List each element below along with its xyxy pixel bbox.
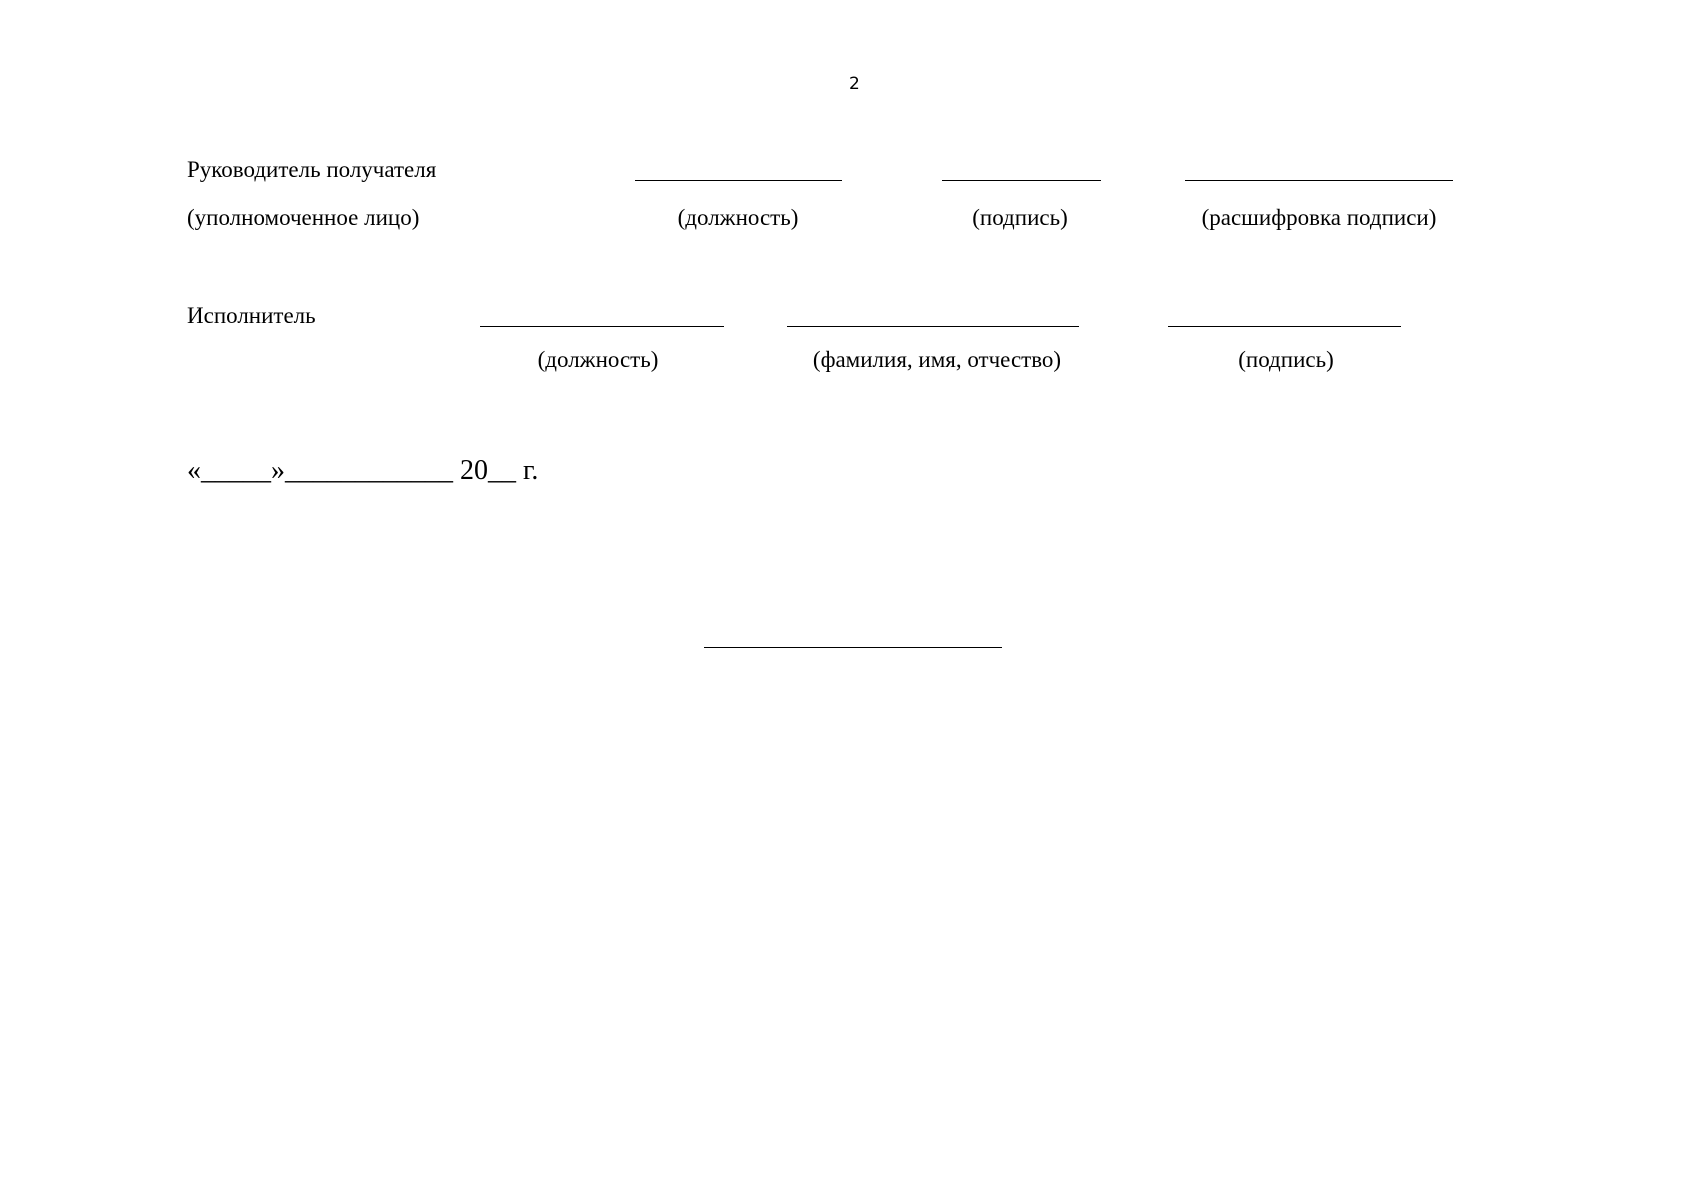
head-signature-line (942, 180, 1101, 181)
head-caption-decoding: (расшифровка подписи) (1201, 205, 1437, 230)
head-decoding-line (1185, 180, 1453, 181)
page-number: 2 (849, 74, 860, 94)
closing-separator-line (704, 647, 1002, 648)
executor-label: Исполнитель (187, 303, 316, 328)
head-label-line2: (уполномоченное лицо) (187, 205, 420, 230)
executor-position-line (480, 326, 724, 327)
executor-fullname-line (787, 326, 1079, 327)
executor-signature-line (1168, 326, 1401, 327)
head-caption-position: (должность) (677, 205, 799, 230)
head-position-line (635, 180, 842, 181)
executor-caption-position: (должность) (537, 347, 659, 372)
head-label-line1: Руководитель получателя (187, 157, 437, 182)
executor-caption-signature: (подпись) (1238, 347, 1334, 372)
executor-caption-fullname: (фамилия, имя, отчество) (812, 347, 1062, 372)
date-line: «_____»____________ 20__ г. (187, 455, 539, 486)
head-caption-signature: (подпись) (972, 205, 1068, 230)
